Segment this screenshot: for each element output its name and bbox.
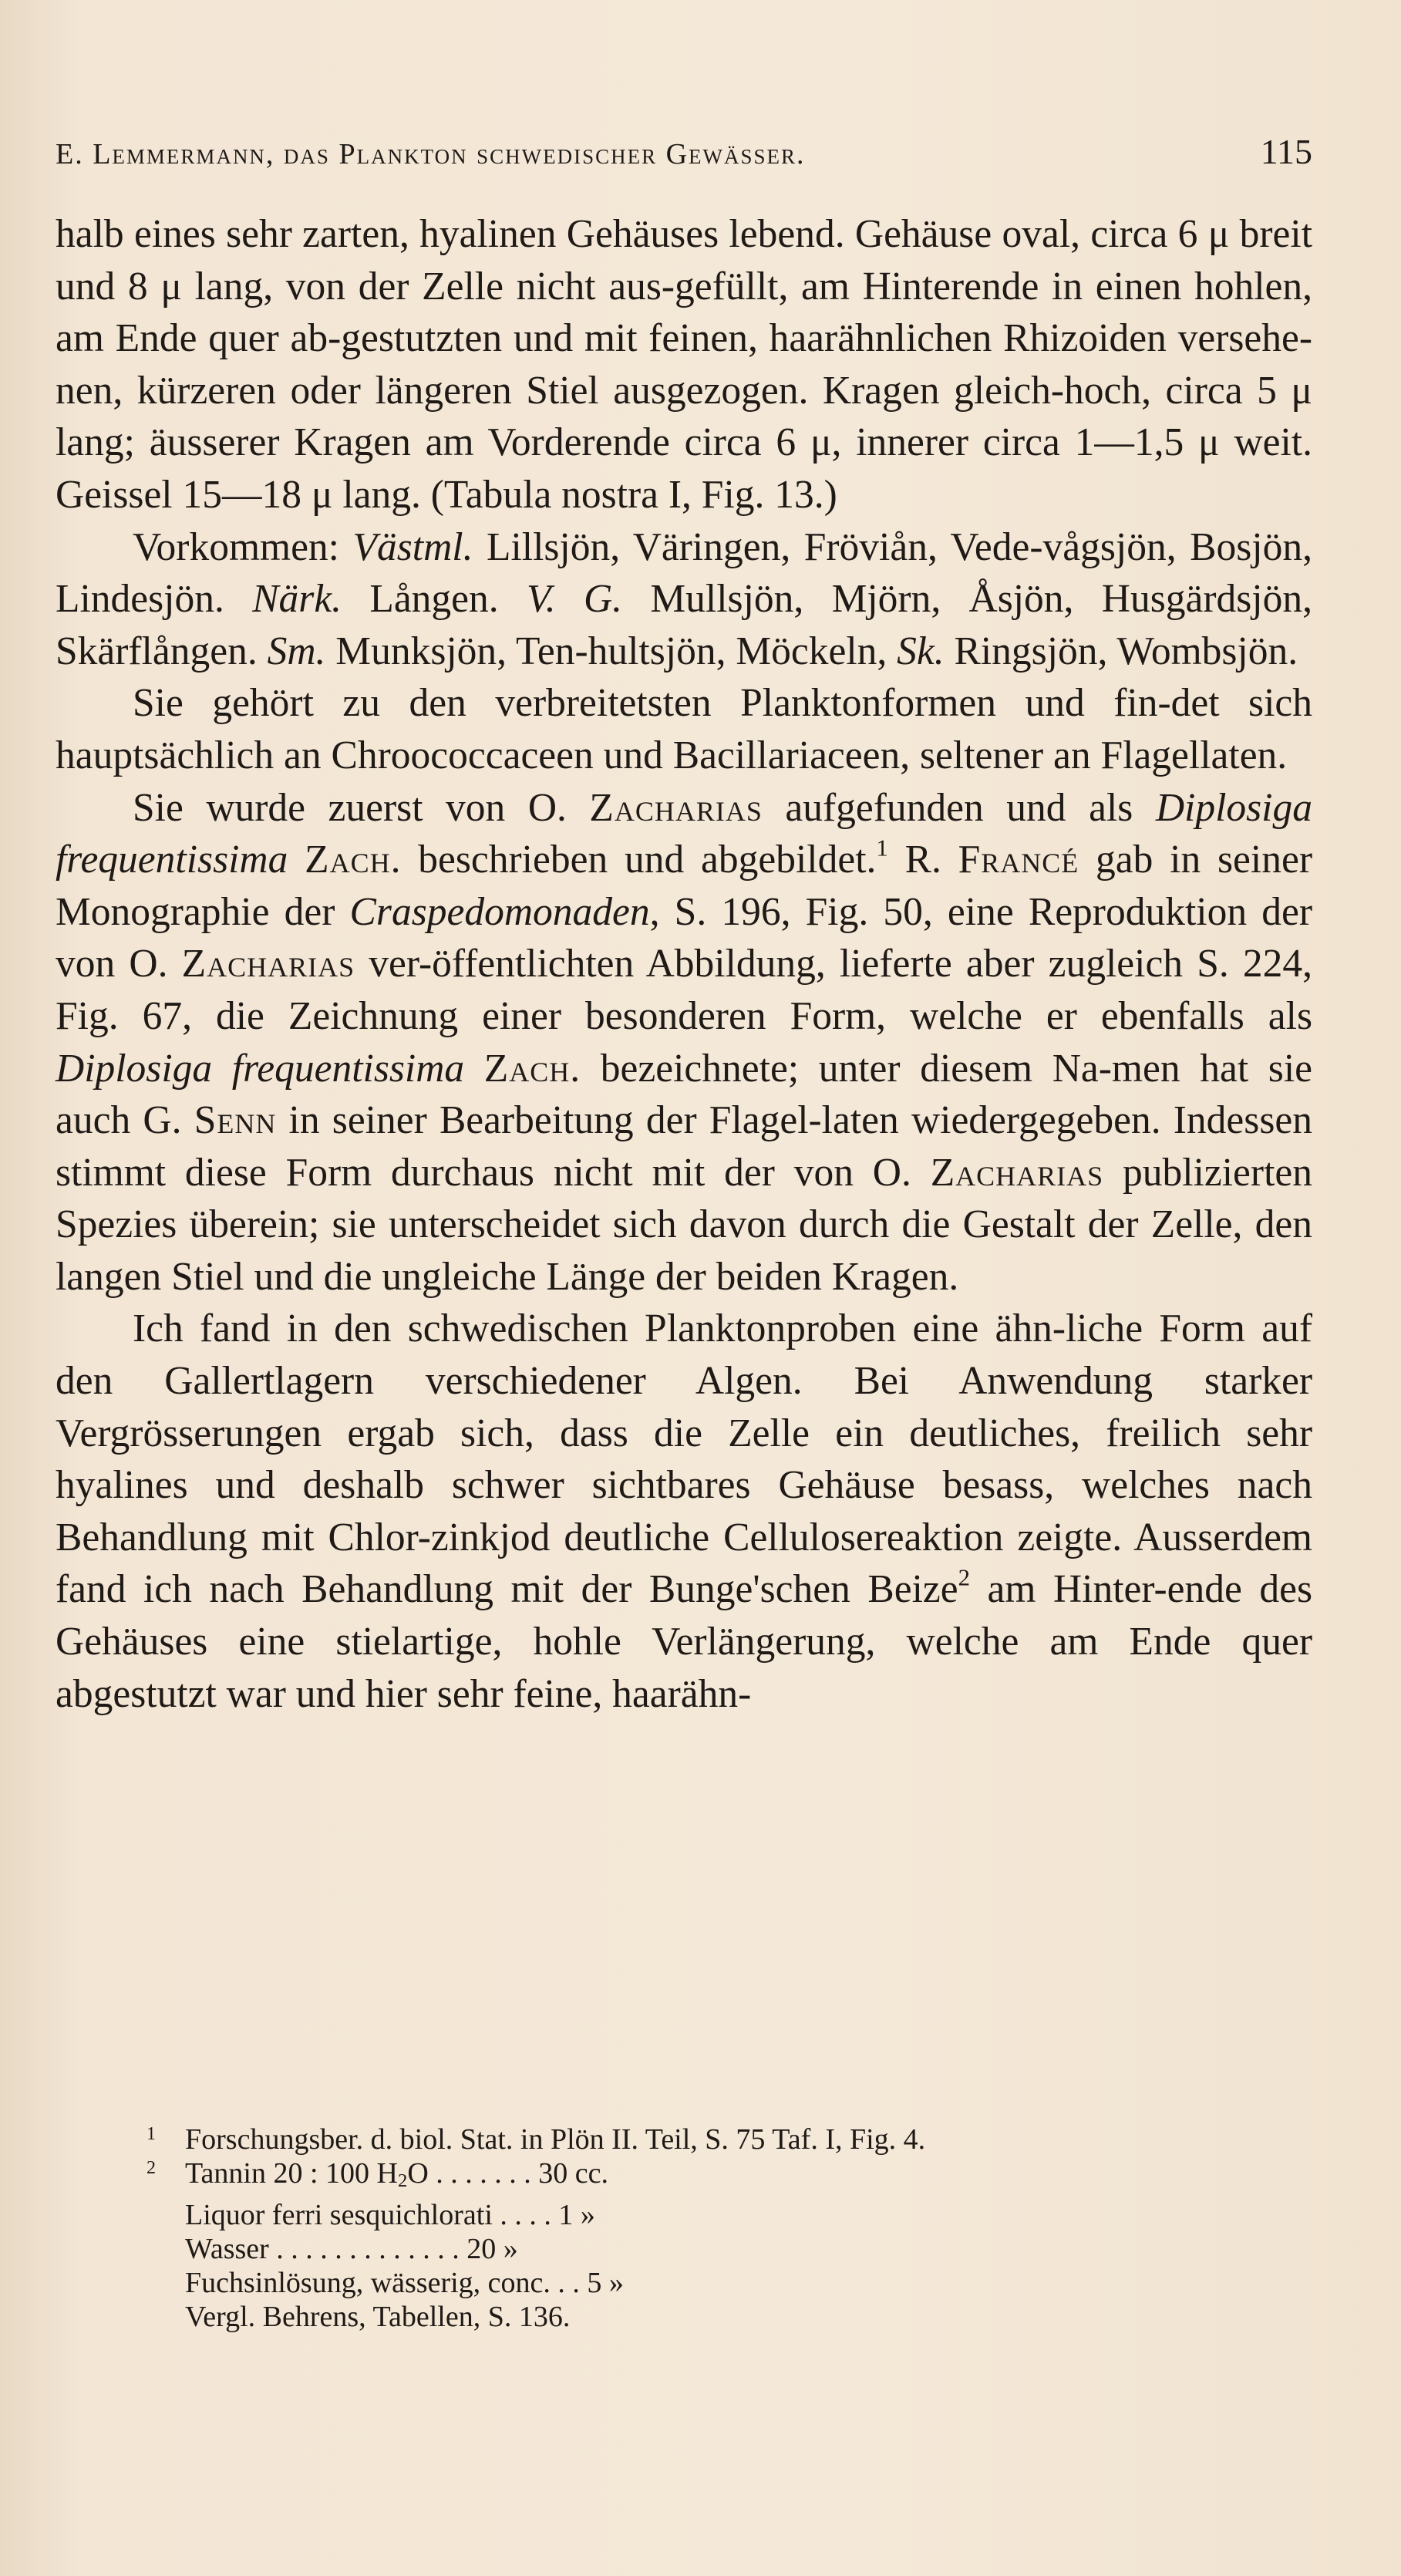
history-space-1 [288,838,305,882]
occurrence-text-3: Mullsjön, Mjörn, Åsjön, Husgärdsjön, Skärflången. [56,577,1312,673]
footnote-mark: 1 [146,2124,156,2144]
recipe-tannin-a: Tannin 20 : 100 H [185,2157,398,2190]
occurrence-lead: Vorkommen: [133,524,353,569]
recipe-tannin-b: O . . . . . . . 30 cc. [407,2157,609,2190]
author-zacharias: Zacharias [930,1150,1104,1195]
author-france: Francé [958,838,1079,882]
observation-text-1: Ich fand in den schwedischen Planktonproben eine ähn-liche Form auf den Gallertlagern verschiedener Algen. Bei Anwendung starker Vergrösserungen ergab sich, dass die Zelle ein deutliches, freilich sehr hyalines und deshalb schwer sichtbares Gehäuse besass, welches nach Behandlung mit Chlor-zinkjod deutliche Cellulosereaktion zeigte. Ausserdem fand ich nach Behandlung mit der Bunge'schen Beize [56,1307,1312,1612]
history-text-12: publizierten Spezies überein; sie unterscheidet sich davon durch die Gestalt der Zelle, den langen Stiel und die ungleiche Länge der beiden Kragen. [56,1150,1312,1299]
footnote-ref-2[interactable]: 2 [958,1563,971,1591]
occurrence-text-2: Lången. [342,577,527,622]
region-vastml: Västml. [352,524,473,569]
footnote-1 [146,2123,1288,2156]
paragraph-description: halb eines sehr zarten, hyalinen Gehäuses lebend. Gehäuse oval, circa 6 μ breit und 8 μ lang, von der Zelle nicht aus-gefüllt, am Hinterende in einen hohlen, am Ende quer ab-gestutzten und mit feinen, haarähnlichen Rhizoiden versehe-nen, kürzeren oder längeren Stiel ausgezogen. Kragen gleich-hoch, circa 5 μ lang; äusserer Kragen am Vorderende circa 6 μ, innerer circa 1—1,5 μ weit. Geissel 15—18 μ lang. (Tabula nostra I, Fig. 13.) [56,212,1312,517]
occurrence-text-5: Ringsjön, Wombsjön. [944,629,1298,673]
region-sm: Sm. [267,629,326,673]
taxon-craspedomonaden: Craspedomonaden [349,889,650,934]
occurrence-text-1: Lillsjön, Väringen, Fröviån, Vede-vågsjön, Bosjön, Lindesjön. [56,524,1312,622]
page-number: 115 [1260,132,1312,171]
paragraph-occurrence [56,521,1312,678]
footnote-2 [146,2156,1288,2198]
region-nark: Närk. [252,577,342,622]
author-zacharias: Zacharias [181,942,355,986]
recipe-subscript: 2 [397,2170,408,2191]
author-senn: Senn [194,1098,277,1143]
history-text-2: aufgefunden und als [762,785,1156,830]
recipe-line-liquor: Liquor ferri sesquichlorati . . . . 1 » [185,2198,595,2231]
observation-text-2: am Hinter-ende des Gehäuses eine stielartige, hohle Verlängerung, welche am Ende quer abgestutzt war und hier sehr feine, haarähn- [56,1567,1312,1716]
history-text-10: bezeichnete; unter diesem Na-men hat sie auch G. [56,1046,1312,1143]
paragraph-history [56,782,1312,1303]
author-zach: Zach. [305,838,402,882]
history-text-8: ver-öffentlichten Abbildung, lieferte aber zugleich S. 224, Fig. 67, die Zeichnung einer besonderen Form, welche er ebenfalls als [56,942,1312,1038]
footnote-ref-1[interactable]: 1 [876,834,888,861]
history-text-5: R. [887,838,958,882]
history-text-7: , S. 196, Fig. 50, eine Reproduktion der von O. [56,889,1312,986]
author-zach: Zach. [483,1046,581,1091]
footnote-text: Forschungsber. d. biol. Stat. in Plön II. Teil, S. 75 Taf. I, Fig. 4. [185,2123,926,2156]
recipe-line-reference: Vergl. Behrens, Tabellen, S. 136. [185,2300,571,2333]
running-title: E. Lemmermann, das Plankton schwedischer Gewässer. [56,138,806,170]
footnotes [146,2123,1288,2334]
paragraph-observation [56,1303,1312,1720]
author-zacharias: Zacharias [589,785,763,830]
history-text-11: in seiner Bearbeitung der Flagel-laten wiedergegeben. Indessen stimmt diese Form durchaus nicht mit der von O. [56,1098,1312,1195]
paragraph-distribution: Sie gehört zu den verbreitetsten Planktonformen und fin-det sich hauptsächlich an Chroococcaceen und Bacillariaceen, seltener an Flagellaten. [56,681,1312,777]
running-head [56,131,1312,172]
species-name: Diplosiga frequentissima [56,1046,465,1091]
species-name: Diplosiga frequentissima [56,785,1312,882]
recipe-line-fuchsin: Fuchsinlösung, wässerig, conc. . . 5 » [185,2266,624,2299]
occurrence-text-4: Munksjön, Ten-hultsjön, Möckeln, [325,629,898,673]
history-space-2 [464,1047,484,1091]
recipe-line-tannin [185,2156,608,2198]
history-text-6: gab in seiner Monographie der [56,838,1312,934]
region-vg: V. G. [526,577,623,622]
recipe-line-wasser: Wasser . . . . . . . . . . . . . 20 » [185,2232,518,2265]
body-text [56,208,1312,1720]
history-text-4: beschrieben und abgebildet. [401,838,877,882]
region-sk: Sk. [897,629,945,673]
footnote-mark: 2 [146,2158,156,2178]
history-text-1: Sie wurde zuerst von O. [133,785,590,830]
